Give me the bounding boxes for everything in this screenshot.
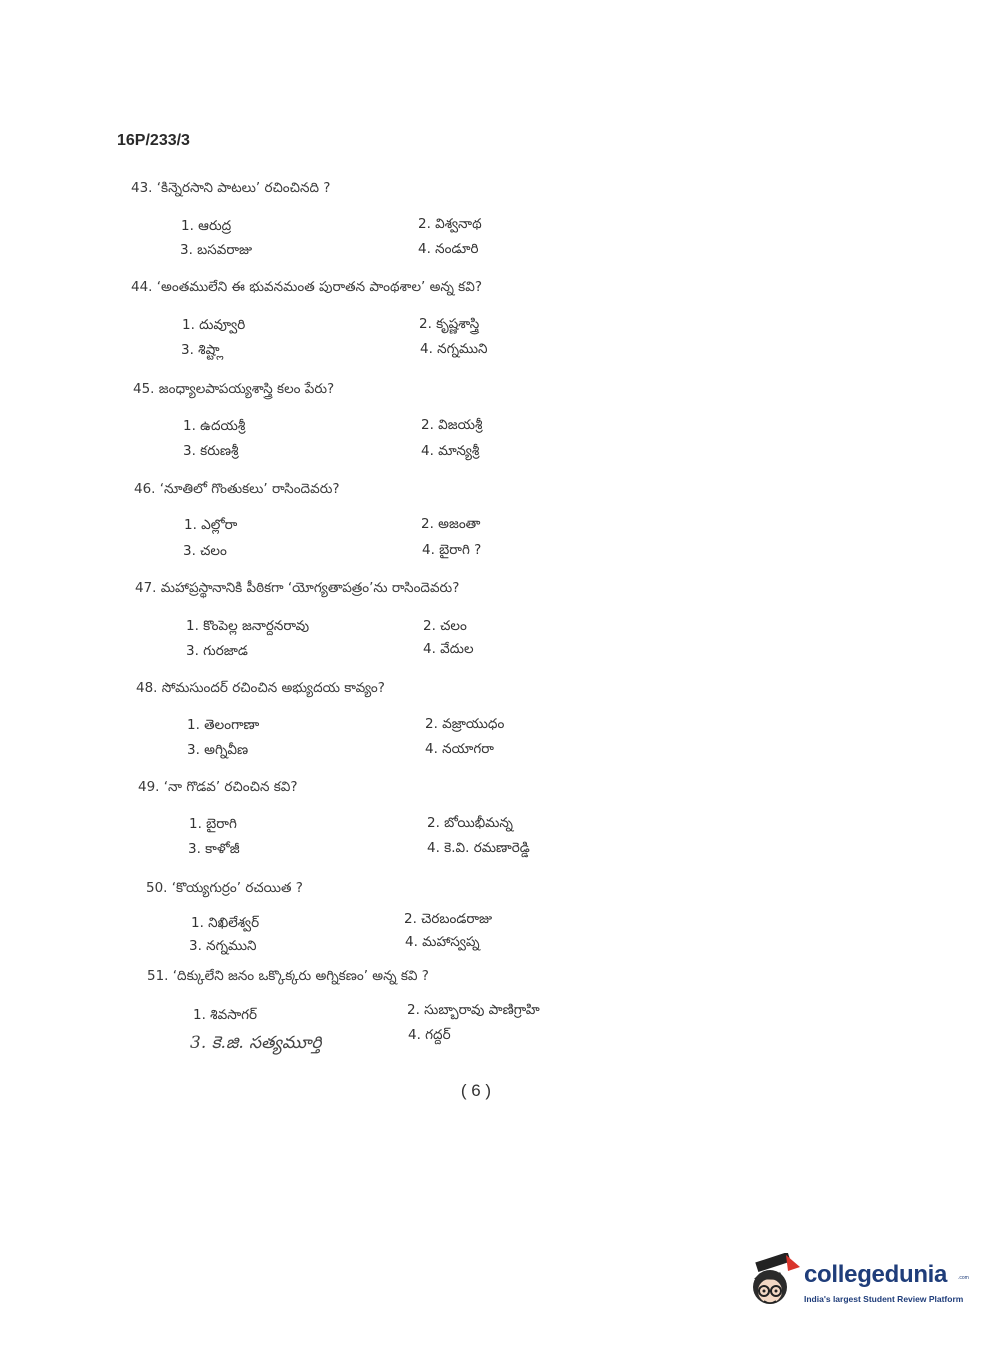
option: 3. కరుణశ్రీ (183, 443, 239, 459)
option: 2. బోయిభీమన్న (427, 815, 513, 831)
question-text: 44. ‘అంతములేని ఈ భువనమంత పురాతన పాంథశాల’ అన్న కవి? (131, 279, 482, 295)
option: 2. చలం (423, 618, 467, 634)
option: 1. నిఖిలేశ్వర్ (191, 915, 260, 931)
option: 4. నయాగరా (425, 741, 494, 757)
question-text: 49. ‘నా గొడవ’ రచించిన కవి? (138, 779, 298, 795)
paper-code: 16P/233/3 (117, 132, 190, 149)
option: 2. అజంతా (421, 516, 481, 532)
logo-brand: collegedunia (804, 1261, 948, 1288)
option: 4. మహాస్వప్న (405, 934, 480, 950)
option: 4. నగ్నముని (420, 341, 488, 357)
option: 3. చలం (183, 543, 227, 559)
option: 1. కొంపెల్ల జనార్దనరావు (186, 618, 310, 634)
option: 2. కృష్ణశాస్త్రి (419, 316, 480, 332)
page-number: ( 6 ) (460, 1081, 492, 1100)
option: 2. వజ్రాయుధం (425, 716, 505, 732)
option: 3. అగ్నివీణ (187, 742, 249, 758)
question-text: 43. ‘కిన్నెరసాని పాటలు’ రచించినది ? (131, 180, 331, 196)
option: 3. బసవరాజు (180, 242, 253, 258)
collegedunia-logo (742, 1253, 972, 1315)
question-text: 46. ‘నూతిలో గొంతుకలు’ రాసిందెవరు? (134, 481, 340, 497)
option: 2. సుబ్బారావు పాణిగ్రాహి (407, 1002, 540, 1018)
logo-tm: .com (958, 1275, 969, 1281)
question-text: 47. మహాప్రస్థానానికి పీఠికగా ‘యోగ్యతాపత్రం’ను రాసిందెవరు? (135, 580, 460, 596)
option: 3. నగ్నముని (189, 938, 257, 954)
question-text: 48. సోమసుందర్ రచించిన అభ్యుదయ కావ్యం? (136, 680, 385, 696)
option: 3. కాళోజీ (188, 841, 240, 857)
option: 4. వేదుల (423, 641, 474, 657)
option: 4. గద్దర్ (408, 1027, 451, 1043)
option: 2. చెరబండరాజు (404, 911, 493, 927)
option: 4. బైరాగి ? (422, 542, 482, 558)
option: 4. మాన్యశ్రీ (421, 443, 480, 459)
option: 3. శిష్ట్లా (181, 342, 224, 358)
option: 4. కె.వి. రమణారెడ్డి (427, 840, 530, 856)
option: 2. విజయశ్రీ (421, 417, 483, 433)
question-text: 45. జంధ్యాలపాపయ్యశాస్త్రి కలం పేరు? (133, 381, 335, 397)
option: 1. ఆరుద్ర (181, 218, 232, 234)
option: 4. నండూరి (418, 241, 479, 257)
option: 1. దువ్వూరి (182, 317, 246, 333)
handwritten-option: 3. కె.జి. సత్యమూర్తి (190, 1033, 322, 1053)
option: 1. బైరాగి (189, 816, 237, 832)
option: 2. విశ్వనాథ (418, 216, 482, 232)
mascot-icon (742, 1253, 802, 1315)
option: 1. శివసాగర్ (193, 1007, 257, 1023)
option: 3. గురజాడ (186, 643, 248, 659)
question-text: 50. ‘కొయ్యగుర్రం’ రచయిత ? (146, 880, 303, 896)
logo-tagline: India's largest Student Review Platform (804, 1294, 964, 1304)
option: 1. తెలంగాణా (187, 717, 260, 733)
question-text: 51. ‘దిక్కులేని జనం ఒక్కొక్కరు అగ్నికణం’ అన్న కవి ? (147, 968, 429, 984)
option: 1. ఎల్లోరా (184, 517, 238, 533)
option: 1. ఉదయశ్రీ (183, 418, 246, 434)
